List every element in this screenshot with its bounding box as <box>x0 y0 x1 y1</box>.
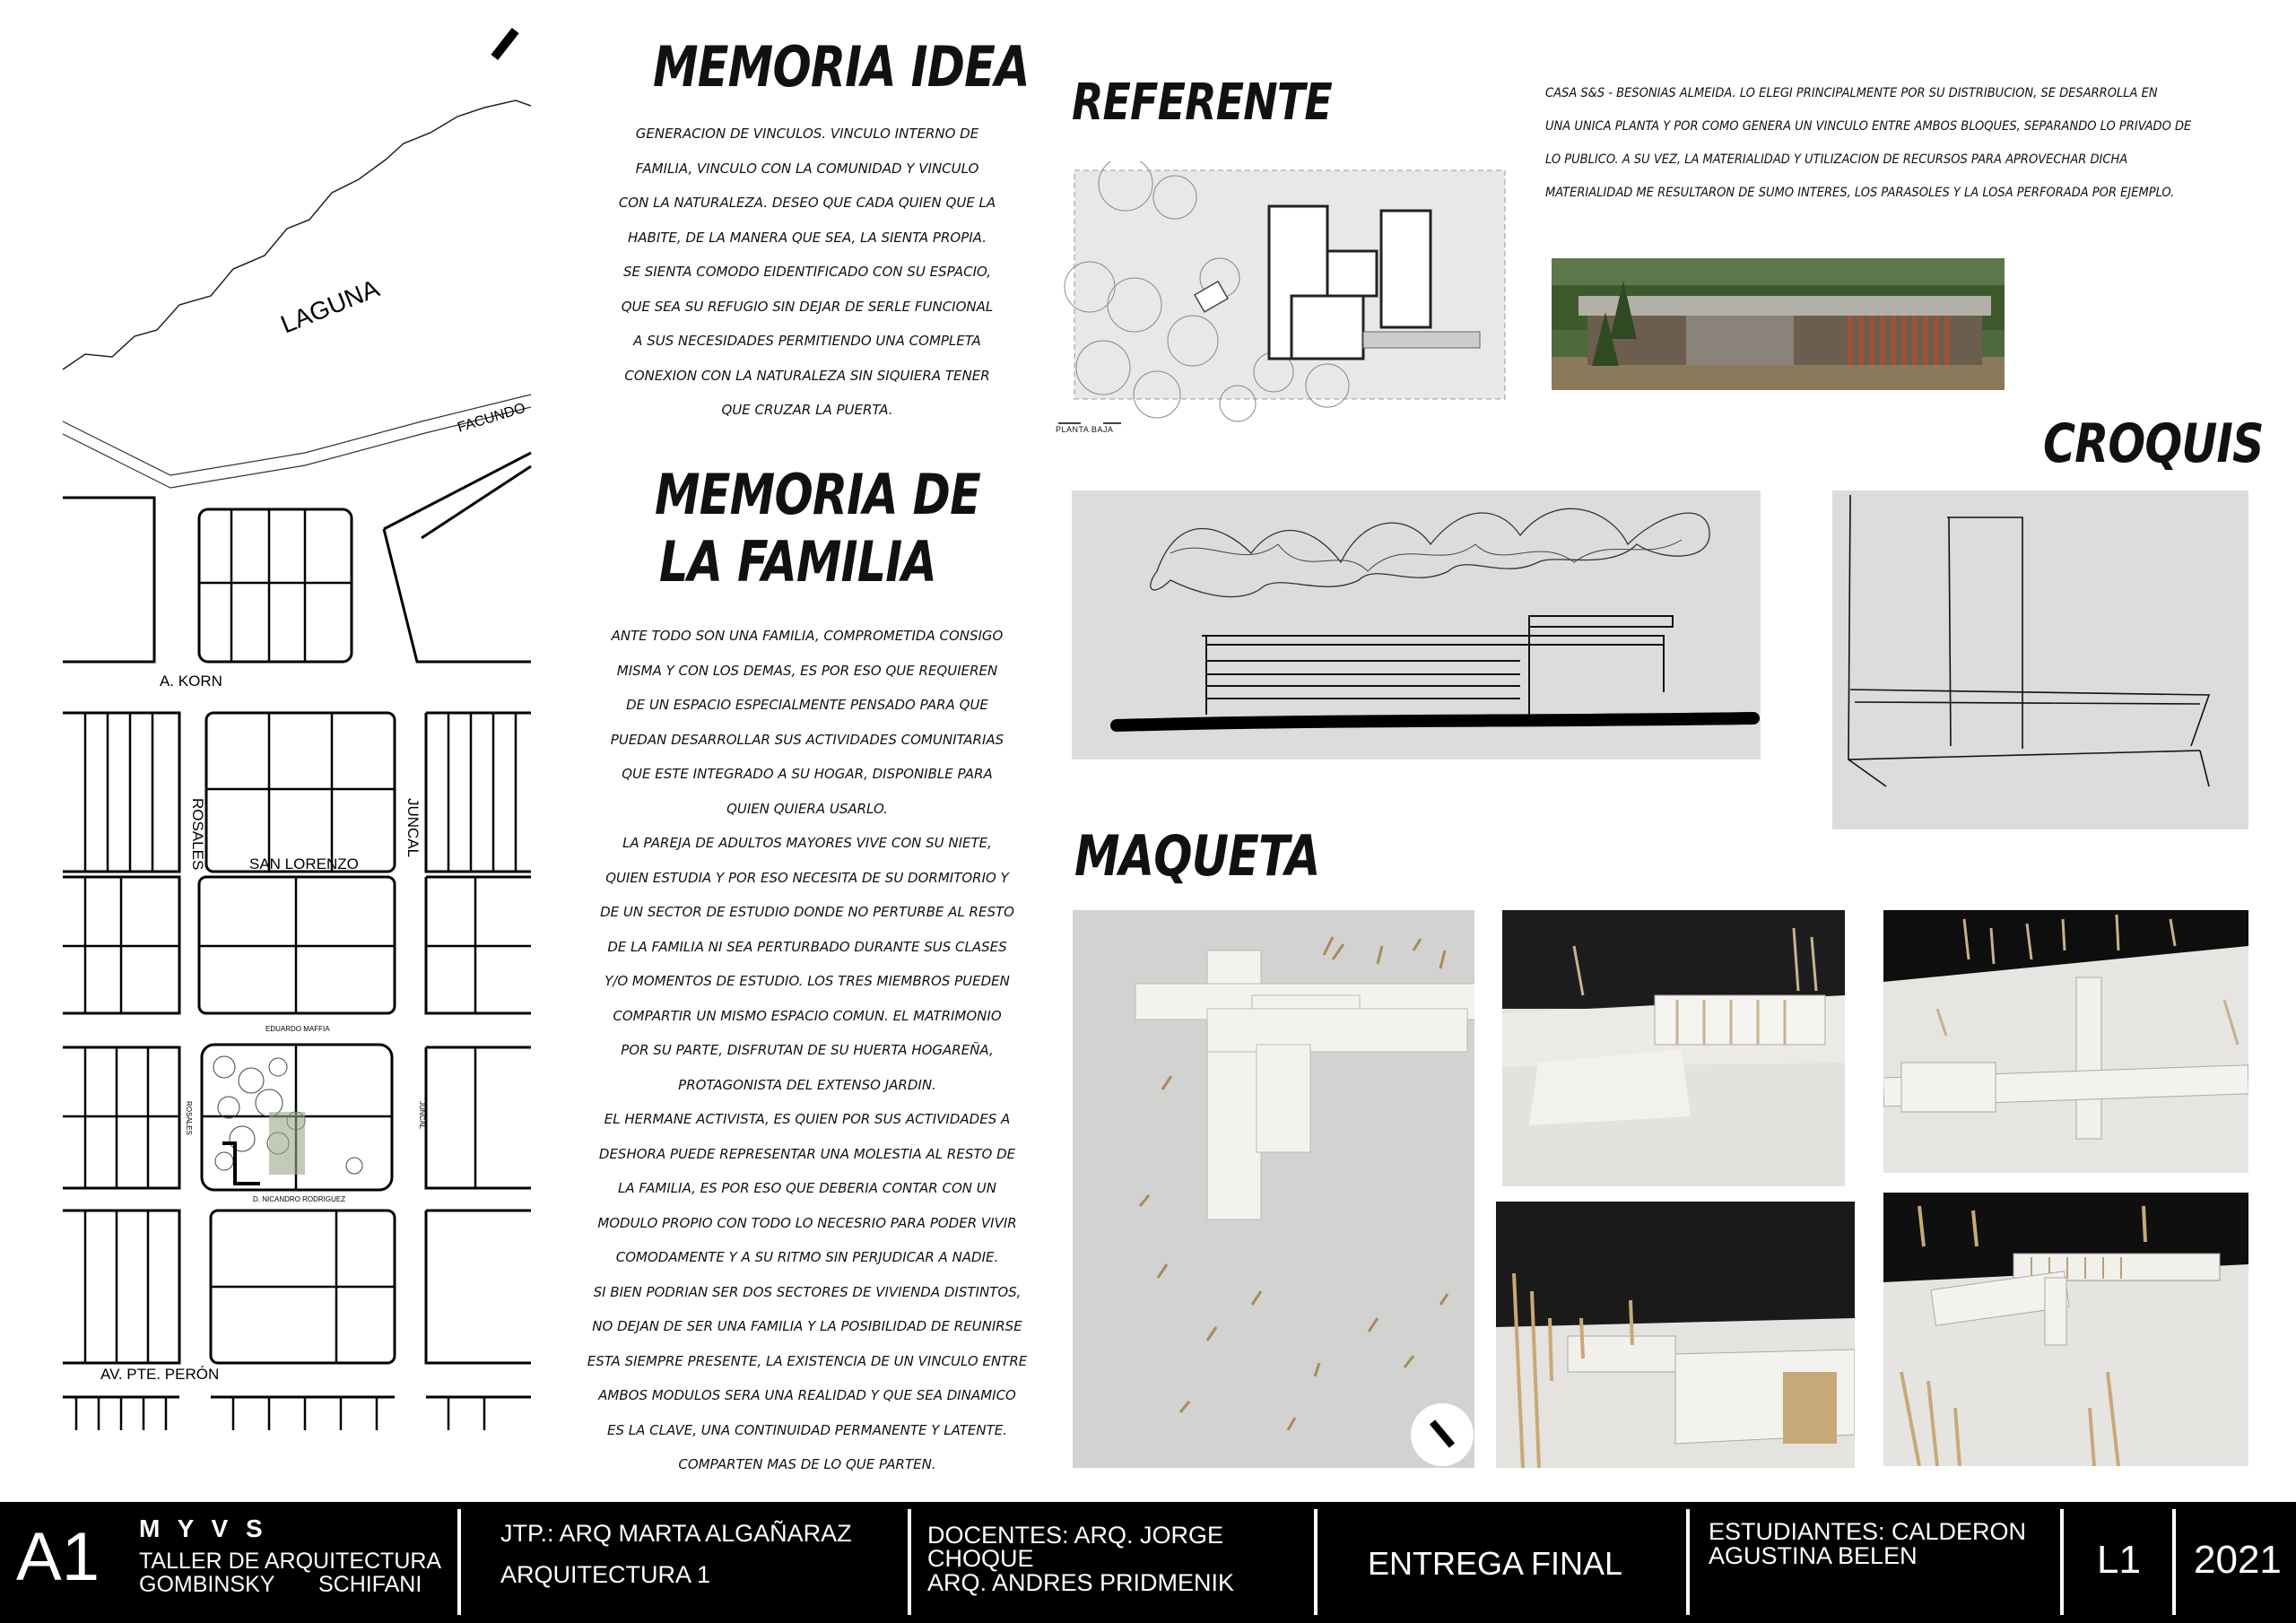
memoria-familia-title-2: LA FAMILIA <box>659 529 936 595</box>
entrega-label: ENTREGA FINAL <box>1368 1545 1623 1582</box>
jtp-label: JTP.: ARQ MARTA ALGAÑARAZ <box>500 1520 852 1547</box>
maqueta-photo-2 <box>1502 910 1845 1186</box>
memo-line: AMBOS MODULOS SERA UNA REALIDAD Y QUE SEA DINAMICO <box>598 1387 1016 1403</box>
memo-line: COMODAMENTE Y A SU RITMO SIN PERJUDICAR A NADIE. <box>615 1249 999 1265</box>
map-label-facundo: FACUNDO <box>456 400 527 436</box>
memo-line: COMPARTEN MAS DE LO QUE PARTEN. <box>678 1456 936 1472</box>
map-label-juncal-small: JUNCAL <box>418 1101 426 1130</box>
memo-line: QUE CRUZAR LA PUERTA. <box>721 402 893 418</box>
memo-line: DESHORA PUEDE REPRESENTAR UNA MOLESTIA AL RESTO DE <box>598 1145 1016 1162</box>
level-label: L1 <box>2097 1538 2141 1582</box>
map-label-san-lorenzo: SAN LORENZO <box>249 855 359 872</box>
memo-line: POR SU PARTE, DISFRUTAN DE SU HUERTA HOGAREÑA, <box>621 1042 994 1058</box>
docentes-line-1: DOCENTES: ARQ. JORGE <box>927 1522 1224 1549</box>
memo-line: SE SIENTA COMODO EIDENTIFICADO CON SU ESPACIO, <box>623 264 991 280</box>
memo-line: CON LA NATURALEZA. DESEO QUE CADA QUIEN QUE LA <box>618 195 996 211</box>
sheet-code: A1 <box>16 1519 100 1595</box>
maqueta-title: MAQUETA <box>1074 823 1320 889</box>
referente-photo <box>1552 258 2005 390</box>
memo-line: COMPARTIR UN MISMO ESPACIO COMUN. EL MATRIMONIO <box>613 1007 1002 1024</box>
memo-line: EL HERMANE ACTIVISTA, ES QUIEN POR SUS ACTIVIDADES A <box>604 1111 1011 1127</box>
croquis-title: CROQUIS <box>2043 412 2264 475</box>
memoria-idea-title: MEMORIA IDEA <box>653 34 1030 100</box>
referente-floor-plan <box>1049 161 1525 439</box>
divider <box>2172 1509 2176 1615</box>
memo-line: DE UN ESPACIO ESPECIALMENTE PENSADO PARA QUE <box>626 697 988 713</box>
memo-line: LA FAMILIA, ES POR ESO QUE DEBERIA CONTAR CON UN <box>618 1180 996 1196</box>
plan-label: PLANTA BAJA <box>1056 425 1114 434</box>
memo-line: A SUS NECESIDADES PERMITIENDO UNA COMPLETA <box>633 333 981 349</box>
memo-line: GENERACION DE VINCULOS. VINCULO INTERNO DE <box>635 126 979 142</box>
memo-line: DE UN SECTOR DE ESTUDIO DONDE NO PERTURBE AL RESTO <box>600 904 1014 920</box>
croquis-sketch-elevation <box>1072 490 1761 759</box>
map-label-peron: AV. PTE. PERÓN <box>100 1366 220 1383</box>
map-label-rodriguez: D. NICANDRO RODRIGUEZ <box>253 1195 346 1203</box>
maqueta-photo-3 <box>1883 910 2248 1173</box>
description-line: UNA UNICA PLANTA Y POR COMO GENERA UN VINCULO ENTRE AMBOS BLOQUES, SEPARANDO LO PRIVADO DE <box>1545 119 2192 134</box>
memo-line: ES LA CLAVE, UNA CONTINUIDAD PERMANENTE Y LATENTE. <box>606 1421 1008 1438</box>
croquis-sketch-perspective <box>1832 490 2248 829</box>
memo-line: ESTA SIEMPRE PRESENTE, LA EXISTENCIA DE UN VINCULO ENTRE <box>587 1352 1028 1369</box>
description-line: CASA S&S - BESONIAS ALMEIDA. LO ELEGI PRINCIPALMENTE POR SU DISTRIBUCION, SE DESARROLLA EN <box>1545 86 2158 100</box>
north-arrow-icon <box>491 28 518 60</box>
description-line: MATERIALIDAD ME RESULTARON DE SUMO INTERES, LOS PARASOLES Y LA LOSA PERFORADA POR EJEMPLO. <box>1545 186 2175 200</box>
schifani: SCHIFANI <box>318 1572 422 1597</box>
estudiantes-line-1: ESTUDIANTES: CALDERON <box>1709 1518 2027 1545</box>
memoria-familia-text <box>574 619 1040 1482</box>
divider <box>1314 1509 1318 1615</box>
memo-line: MODULO PROPIO CON TODO LO NECESRIO PARA PODER VIVIR <box>597 1214 1017 1231</box>
map-label-maffia: EDUARDO MAFFIA <box>265 1025 330 1033</box>
course-label: ARQUITECTURA 1 <box>500 1561 711 1588</box>
description-line: LO PUBLICO. A SU VEZ, LA MATERIALIDAD Y UTILIZACION DE RECURSOS PARA APROVECHAR DICHA <box>1545 152 2128 167</box>
divider <box>1686 1509 1690 1615</box>
map-label-juncal: JUNCAL <box>404 798 422 858</box>
map-label-laguna: LAGUNA <box>276 273 384 339</box>
referente-title: REFERENTE <box>1072 74 1332 132</box>
memo-line: PROTAGONISTA DEL EXTENSO JARDIN. <box>678 1076 936 1093</box>
footer-titleblock <box>0 1502 2296 1623</box>
memo-line: SI BIEN PODRIAN SER DOS SECTORES DE VIVIENDA DISTINTOS, <box>593 1283 1022 1300</box>
gombinsky: GOMBINSKY <box>139 1572 275 1597</box>
memo-line: QUE ESTE INTEGRADO A SU HOGAR, DISPONIBLE PARA <box>622 766 993 782</box>
docentes-line-3: ARQ. ANDRES PRIDMENIK <box>927 1569 1235 1596</box>
memoria-idea-text <box>574 117 1040 428</box>
site-map <box>0 0 538 1471</box>
maqueta-photo-5 <box>1883 1193 2248 1466</box>
maqueta-photo-4 <box>1496 1202 1855 1468</box>
site-map-drawing <box>0 0 538 1471</box>
brand-name: M Y V S <box>139 1515 268 1542</box>
docentes-line-2: CHOQUE <box>927 1545 1034 1572</box>
memo-line: ANTE TODO SON UNA FAMILIA, COMPROMETIDA CONSIGO <box>611 628 1004 644</box>
memo-line: QUIEN QUIERA USARLO. <box>726 800 888 817</box>
divider <box>908 1509 911 1615</box>
map-label-rosales: ROSALES <box>189 798 206 871</box>
memo-line: LA PAREJA DE ADULTOS MAYORES VIVE CON SU NIETE, <box>622 835 992 851</box>
divider <box>457 1509 461 1615</box>
maqueta-photo-top <box>1073 910 1474 1468</box>
memo-line: FAMILIA, VINCULO CON LA COMUNIDAD Y VINCULO <box>635 160 979 177</box>
memo-line: HABITE, DE LA MANERA QUE SEA, LA SIENTA PROPIA. <box>628 229 987 246</box>
referente-description <box>1545 77 2281 210</box>
map-label-korn: A. KORN <box>160 673 222 690</box>
memo-line: QUIEN ESTUDIA Y POR ESO NECESITA DE SU DORMITORIO Y <box>605 869 1009 886</box>
divider <box>2060 1509 2064 1615</box>
memo-line: MISMA Y CON LOS DEMAS, ES POR ESO QUE REQUIEREN <box>616 662 998 679</box>
memoria-familia-title-1: MEMORIA DE <box>655 462 980 527</box>
year-label: 2021 <box>2194 1538 2282 1582</box>
memo-line: PUEDAN DESARROLLAR SUS ACTIVIDADES COMUNITARIAS <box>610 731 1004 748</box>
memo-line: Y/O MOMENTOS DE ESTUDIO. LOS TRES MIEMBROS PUEDEN <box>604 973 1010 989</box>
memo-line: CONEXION CON LA NATURALEZA SIN SIQUIERA TENER <box>624 367 990 384</box>
map-label-rosales-small: ROSALES <box>185 1101 193 1135</box>
taller-name: TALLER DE ARQUITECTURA <box>139 1549 442 1574</box>
estudiantes-line-2: AGUSTINA BELEN <box>1709 1542 1918 1569</box>
memo-line: NO DEJAN DE SER UNA FAMILIA Y LA POSIBILIDAD DE REUNIRSE <box>592 1318 1022 1334</box>
memo-line: QUE SEA SU REFUGIO SIN DEJAR DE SERLE FUNCIONAL <box>621 298 994 315</box>
memo-line: DE LA FAMILIA NI SEA PERTURBADO DURANTE SUS CLASES <box>607 938 1007 955</box>
